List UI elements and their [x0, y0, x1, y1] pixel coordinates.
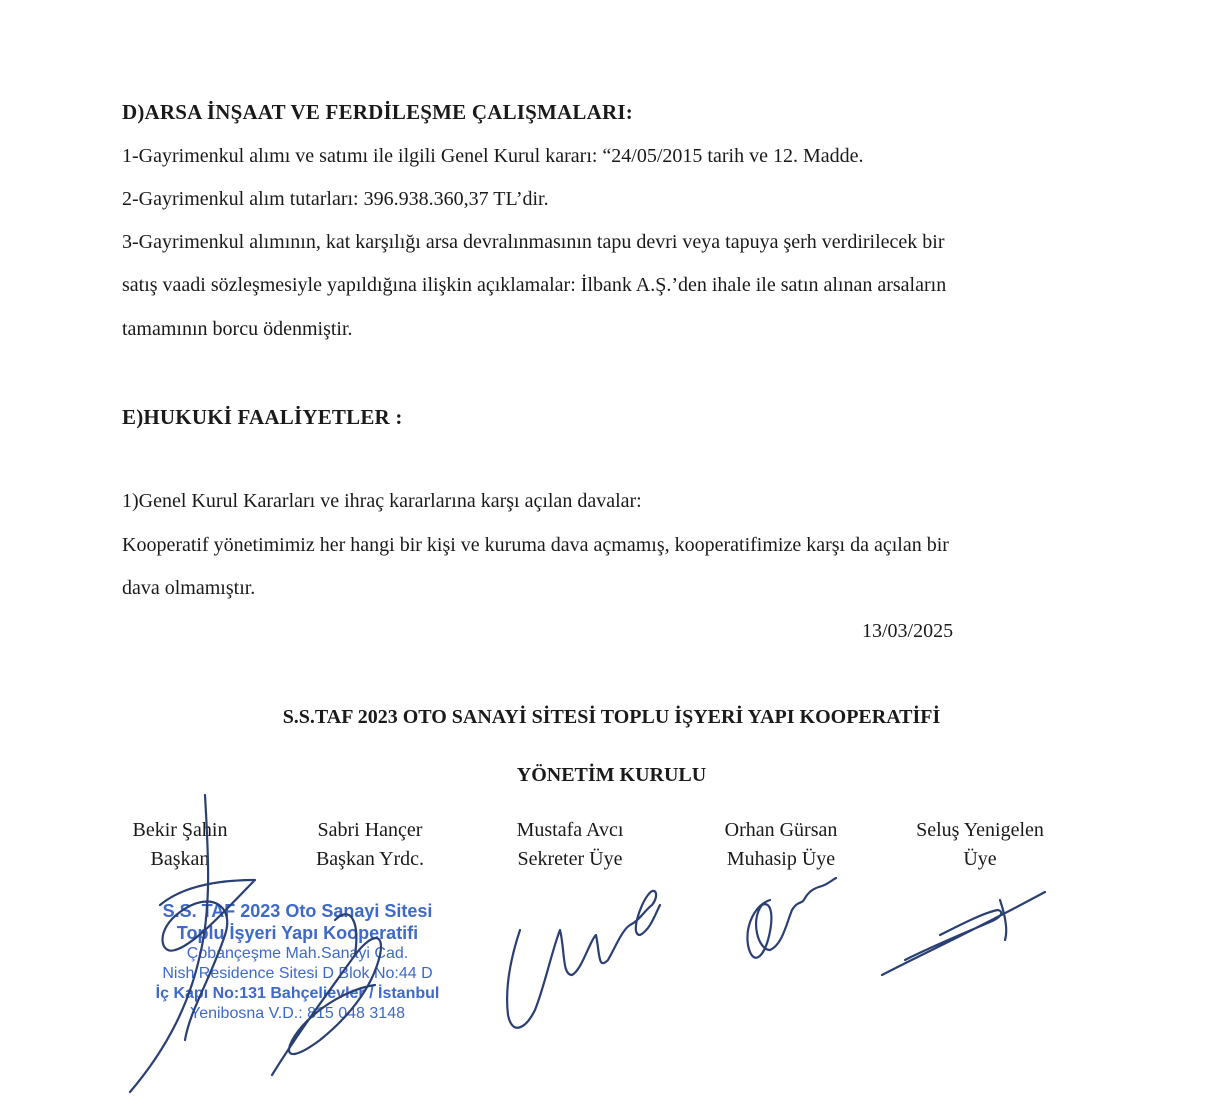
member-name: Sabri Hançer	[317, 819, 423, 841]
section-d-line-3: 3-Gayrimenkul alımının, kat karşılığı arsa devralınmasının tapu devri veya tapuya şerh verdirilecek bir	[122, 231, 945, 253]
section-e-heading: E)HUKUKİ FAALİYETLER :	[122, 405, 403, 429]
section-e-line-2: Kooperatif yönetimimiz her hangi bir kişi ve kuruma dava açmamış, kooperatifimize karşı da açılan bir	[122, 534, 949, 556]
section-e-line-1: 1)Genel Kurul Kararları ve ihraç kararlarına karşı açılan davalar:	[122, 490, 642, 512]
stamp-line-5: İç Kapı No:131 Bahçelievler / İstanbul	[155, 985, 440, 1002]
section-d-line-5: tamamının borcu ödenmiştir.	[122, 318, 353, 340]
stamp-line-3: Çobançeşme Mah.Sanayi Cad.	[186, 945, 409, 962]
signature-baskan	[130, 795, 255, 1092]
section-e-line-3: dava olmamıştır.	[122, 577, 256, 599]
board-title: YÖNETİM KURULU	[516, 764, 707, 786]
member-role: Başkan	[150, 848, 210, 870]
member-role: Başkan Yrdc.	[315, 848, 425, 870]
section-d-line-4: satış vaadi sözleşmesiyle yapıldığına ilişkin açıklamalar: İlbank A.Ş.’den ihale ile satın alınan arsaların	[122, 274, 947, 296]
document-date: 13/03/2025	[862, 620, 954, 642]
member-role: Üye	[963, 848, 997, 870]
stamp-line-6: Yenibosna V.D.: 815 048 3148	[189, 1005, 405, 1022]
stamp-line-2: Toplu İşyeri Yapı Kooperatifi	[176, 923, 419, 943]
signature-muhasip	[747, 878, 836, 958]
stamp-line-4: Nish Residence Sitesi D Blok No:44 D	[162, 965, 433, 982]
member-name: Mustafa Avcı	[516, 819, 624, 841]
section-d-line-1: 1-Gayrimenkul alımı ve satımı ile ilgili Genel Kurul kararı: “24/05/2015 tarih ve 12. Madde.	[122, 145, 864, 167]
organization-name: S.S.TAF 2023 OTO SANAYİ SİTESİ TOPLU İŞYERİ YAPI KOOPERATİFİ	[282, 706, 941, 728]
signature-sekreter	[507, 891, 660, 1028]
member-name: Bekir Şahin	[132, 819, 228, 841]
signature-baskan-yrdc	[272, 914, 381, 1075]
section-d-heading: D)ARSA İNŞAAT VE FERDİLEŞME ÇALIŞMALARI:	[122, 100, 633, 124]
stamp-line-1: S.S. TAF 2023 Oto Sanayi Sitesi	[162, 901, 433, 921]
member-role: Sekreter Üye	[517, 848, 623, 870]
member-role: Muhasip Üye	[726, 848, 836, 870]
signature-uye	[882, 892, 1045, 975]
member-name: Seluş Yenigelen	[916, 819, 1044, 841]
member-name: Orhan Gürsan	[724, 819, 838, 841]
section-d-line-2: 2-Gayrimenkul alım tutarları: 396.938.360,37 TL’dir.	[122, 188, 549, 210]
